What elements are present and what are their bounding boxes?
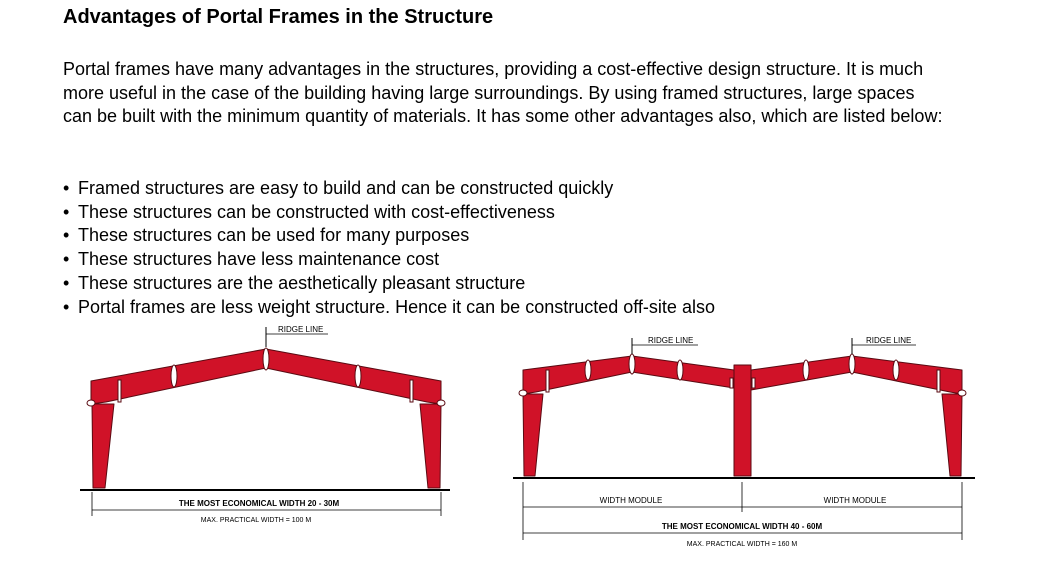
list-item-text: These structures have less maintenance cost [78, 249, 440, 270]
joint-icon [730, 378, 733, 388]
max-width-label: MAX. PRACTICAL WIDTH = 100 M [200, 517, 312, 524]
joint-icon [937, 370, 940, 392]
joint-icon [958, 390, 966, 396]
economical-width-label: THE MOST ECONOMICAL WIDTH 20 - 30M [178, 499, 340, 508]
joint-icon [519, 390, 527, 396]
list-item-text: Framed structures are easy to build and can be constructed quickly [78, 178, 614, 198]
center-column [734, 365, 751, 476]
joint-icon [546, 370, 549, 392]
right-column [942, 394, 962, 476]
joint-icon [752, 378, 755, 388]
span2-right-rafter [852, 356, 962, 394]
economical-width-label: THE MOST ECONOMICAL WIDTH 40 - 60M [661, 522, 823, 531]
bullet-icon: • [63, 249, 70, 270]
joint-icon [629, 354, 635, 374]
bullet-icon: • [63, 178, 70, 198]
ridge-label: RIDGE LINE [278, 325, 324, 334]
list-item-text: These structures are the aesthetically pleasant structure [78, 272, 526, 293]
bullet-icon: • [63, 201, 70, 222]
joint-icon [585, 360, 591, 380]
bullet-icon: • [63, 225, 70, 246]
width-module-label: WIDTH MODULE [823, 496, 887, 505]
left-column [523, 394, 543, 476]
ridge-label: RIDGE LINE [866, 336, 912, 345]
list-item-text: Portal frames are less weight structure. Hence it can be constructed off-site also [78, 296, 715, 317]
width-module-label: WIDTH MODULE [599, 496, 663, 505]
joint-icon [849, 354, 855, 374]
list-item-text: These structures can be used for many purposes [78, 225, 470, 246]
joint-icon [677, 360, 683, 380]
intro-paragraph: Portal frames have many advantages in the structures, providing a cost-effective design structure. It is much more useful in the case of the building having large surroundings. By using framed structures, large spaces can be built with the minimum quantity of materials. It has some other advantages also, which are listed below: [63, 59, 943, 126]
ridge-label: RIDGE LINE [648, 336, 694, 345]
bullet-icon: • [63, 272, 70, 293]
max-width-label: MAX. PRACTICAL WIDTH = 160 M [686, 541, 798, 548]
span1-left-rafter [523, 356, 632, 394]
list-item-text: These structures can be constructed with cost-effectiveness [78, 201, 555, 222]
joint-icon [803, 360, 809, 380]
bullet-icon: • [63, 296, 70, 317]
page-title: Advantages of Portal Frames in the Structure [63, 6, 494, 28]
span2-left-rafter [751, 356, 852, 390]
joint-icon [893, 360, 899, 380]
